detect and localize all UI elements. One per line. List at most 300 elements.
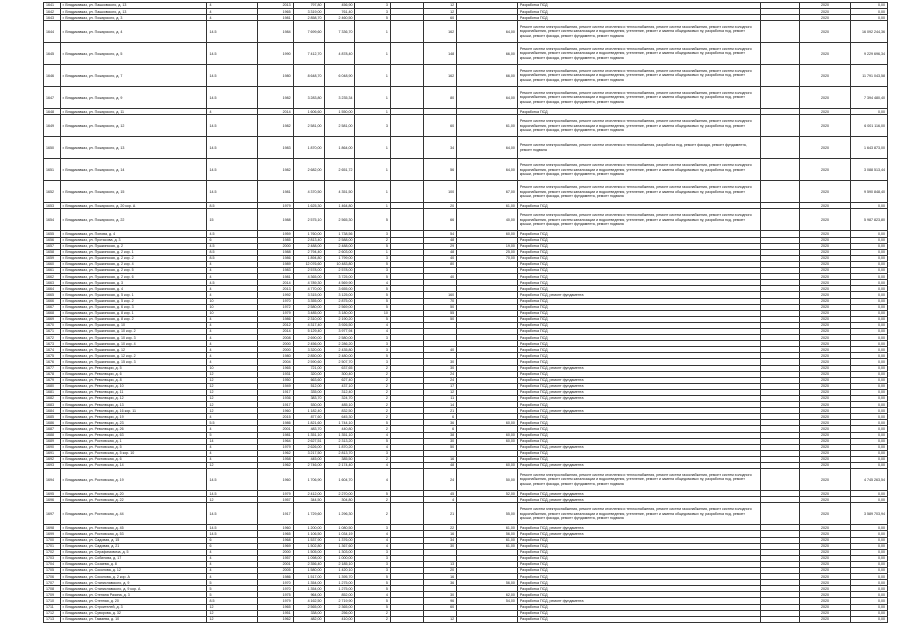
apartments-cell: 162 (423, 65, 456, 87)
works-cell: Ремонт систем электроснабжения, ремонт систем отопления и теплоснабжения, ремонт систем газоснабжения, ремонт систем холодного водоснабжения, ремонт систем канализации и водоотведения, утепление, ремонт и замена общедомовых пу, разработка псд, ремонт крыши, ремонт фасада, ремонт фундамента, ремонт подвала (517, 21, 760, 43)
works-cell: Разработка ПСД (517, 574, 760, 580)
row-number-cell: 1667 (44, 304, 61, 310)
year-planned-cell: 2020 (799, 109, 851, 115)
wear-cell: 4 (207, 353, 258, 359)
year-cell: 2008 (258, 335, 293, 341)
percent-cell: 67,00 (457, 181, 518, 203)
living-area-cell: 832,50 (324, 408, 355, 414)
total-area-cell: 512,00 (293, 383, 324, 389)
year-cell: 1972 (258, 304, 293, 310)
cost-cell: 0,00 (851, 280, 888, 286)
floors-cell: 1 (355, 203, 390, 209)
wear-cell: 4 (207, 15, 258, 21)
address-cell: г. Владикавказ, ул. Революции, д. 19 (60, 414, 207, 420)
year-planned-cell: 2020 (799, 274, 851, 280)
row-number-cell: 1655 (44, 231, 61, 237)
row-number-cell: 1650 (44, 137, 61, 159)
table-row (44, 21, 888, 43)
floors-cell: 2 (355, 371, 390, 377)
apartments-cell: 40 (423, 347, 456, 353)
row-number-cell: 1698 (44, 525, 61, 531)
row-number-cell: 1661 (44, 268, 61, 274)
living-area-cell: 645,30 (324, 414, 355, 420)
apartments-cell: 16 (423, 531, 456, 537)
row-number-cell: 1648 (44, 109, 61, 115)
total-area-cell: 2 794,40 (293, 249, 324, 255)
apartments-cell: 50 (423, 316, 456, 322)
percent-cell: 56,00 (457, 531, 518, 537)
empty-cell (390, 137, 423, 159)
total-area-cell: 338,00 (293, 610, 324, 616)
table-row (44, 137, 888, 159)
year-planned-cell: 2020 (799, 503, 851, 525)
table-row (44, 616, 888, 622)
empty-cell (760, 87, 799, 109)
address-cell: г. Владикавказ, ул. Ростовская, д. 5 (60, 444, 207, 450)
percent-cell: 64,00 (457, 21, 518, 43)
living-area-cell: 300,40 (324, 371, 355, 377)
floors-cell: 2 (355, 610, 390, 616)
row-number-cell: 1688 (44, 432, 61, 438)
address-cell: г. Владикавказ, ул. Революции, д. 5 (60, 365, 207, 371)
works-cell: Разработка ПСД (517, 359, 760, 365)
empty-cell (760, 159, 799, 181)
apartments-cell: 66 (423, 209, 456, 231)
address-cell: г. Владикавказ, ул. Пушкинская, д. 2 кор. 6 (60, 274, 207, 280)
living-area-cell: 6 048,90 (324, 65, 355, 87)
year-planned-cell: 2020 (799, 371, 851, 377)
total-area-cell: 3 485,00 (293, 310, 324, 316)
works-cell: Разработка ПСД (517, 402, 760, 408)
year-cell: 1988 (258, 249, 293, 255)
total-area-cell: 2 575,10 (293, 209, 324, 231)
year-planned-cell: 2020 (799, 322, 851, 328)
year-cell: 2005 (258, 567, 293, 573)
year-planned-cell: 2020 (799, 580, 851, 586)
wear-cell: 4 (207, 109, 258, 115)
table-body (44, 3, 888, 623)
apartments-cell: 14 (423, 402, 456, 408)
floors-cell: 2 (355, 408, 390, 414)
living-area-cell: 2 603,00 (324, 249, 355, 255)
cost-cell: 0,00 (851, 286, 888, 292)
row-number-cell: 1674 (44, 347, 61, 353)
apartments-cell: 36 (423, 420, 456, 426)
cost-cell: 0,00 (851, 15, 888, 21)
living-area-cell: 2 270,00 (324, 491, 355, 497)
percent-cell: 52,00 (457, 491, 518, 497)
apartments-cell: 45 (423, 491, 456, 497)
works-cell: Разработка ПСД, ремонт фундамента (517, 292, 760, 298)
living-area-cell: 2 719,90 (324, 598, 355, 604)
living-area-cell: 2 460,50 (324, 15, 355, 21)
percent-cell: 60,00 (457, 438, 518, 444)
address-cell: г. Владикавказ, ул. Созаева, д. 8 (60, 561, 207, 567)
works-cell: Разработка ПСД (517, 268, 760, 274)
total-area-cell: 1 505,00 (293, 549, 324, 555)
living-area-cell: 312,40 (324, 389, 355, 395)
apartments-cell: 80 (423, 261, 456, 267)
floors-cell: 2 (355, 497, 390, 503)
wear-cell: 4 (207, 268, 258, 274)
floors-cell: 3 (355, 255, 390, 261)
year-planned-cell: 2020 (799, 561, 851, 567)
address-cell: г. Владикавказ, ул. Тамаева, д. 10 (60, 616, 207, 622)
address-cell: г. Владикавказ, ул. Ростовская, д. 19 (60, 469, 207, 491)
year-cell: 1981 (258, 432, 293, 438)
works-cell: Разработка ПСД (517, 592, 760, 598)
living-area-cell: 304,80 (324, 497, 355, 503)
empty-cell (390, 616, 423, 622)
total-area-cell: 1 606,60 (293, 109, 324, 115)
row-number-cell: 1696 (44, 497, 61, 503)
address-cell: г. Владикавказ, ул. Пожарского, д. 7 (60, 65, 207, 87)
floors-cell: 5 (355, 604, 390, 610)
total-area-cell: 2 626,00 (293, 444, 324, 450)
works-cell: Разработка ПСД (517, 255, 760, 261)
address-cell: г. Владикавказ, ул. Революции, д. 8 (60, 377, 207, 383)
address-cell: г. Владикавказ, ул. Революции, д. 63 (60, 432, 207, 438)
total-area-cell: 3 320,00 (293, 347, 324, 353)
wear-cell: 5 (207, 432, 258, 438)
living-area-cell: 1 367,60 (324, 543, 355, 549)
total-area-cell: 797,80 (293, 3, 324, 9)
year-planned-cell: 2020 (799, 444, 851, 450)
cost-cell: 0,00 (851, 426, 888, 432)
apartments-cell: 16 (423, 574, 456, 580)
year-planned-cell: 2020 (799, 389, 851, 395)
wear-cell: 4 (207, 9, 258, 15)
works-cell: Разработка ПСД (517, 438, 760, 444)
year-cell: 1990 (258, 43, 293, 65)
address-cell: г. Владикавказ, ул. Строителей, д. 3 (60, 604, 207, 610)
year-planned-cell: 2020 (799, 365, 851, 371)
total-area-cell: 1 625,30 (293, 203, 324, 209)
year-cell: 1982 (258, 87, 293, 109)
year-planned-cell: 2020 (799, 438, 851, 444)
total-area-cell: 7 412,70 (293, 43, 324, 65)
year-cell: 1969 (258, 543, 293, 549)
wear-cell: 4 (207, 555, 258, 561)
total-area-cell: 1 894,80 (293, 255, 324, 261)
cost-cell: 0,00 (851, 359, 888, 365)
empty-cell (390, 503, 423, 525)
cost-cell: 0,00 (851, 420, 888, 426)
row-number-cell: 1711 (44, 604, 61, 610)
cost-cell: 0,00 (851, 353, 888, 359)
total-area-cell: 4 770,00 (293, 286, 324, 292)
year-planned-cell: 2020 (799, 21, 851, 43)
year-planned-cell: 2020 (799, 463, 851, 469)
works-cell: Разработка ПСД (517, 203, 760, 209)
address-cell: г. Владикавказ, ул. Революции, д. 26 (60, 426, 207, 432)
year-cell: 1962 (258, 450, 293, 456)
row-number-cell: 1703 (44, 555, 61, 561)
apartments-cell: 96 (423, 598, 456, 604)
total-area-cell: 344,50 (293, 497, 324, 503)
floors-cell: 4 (355, 444, 390, 450)
row-number-cell: 1712 (44, 610, 61, 616)
year-planned-cell: 2020 (799, 574, 851, 580)
living-area-cell: 1 738,56 (324, 231, 355, 237)
floors-cell: 2 (355, 456, 390, 462)
wear-cell: 4 (207, 261, 258, 267)
year-cell: 1979 (258, 491, 293, 497)
percent-cell: 64,00 (457, 159, 518, 181)
year-planned-cell: 2020 (799, 316, 851, 322)
floors-cell: 3 (355, 115, 390, 137)
year-cell: 1936 (258, 396, 293, 402)
wear-cell: 4 (207, 414, 258, 420)
year-cell: 1958 (258, 456, 293, 462)
year-cell: 1965 (258, 604, 293, 610)
floors-cell: 2 (355, 426, 390, 432)
works-cell: Разработка ПСД (517, 231, 760, 237)
address-cell: г. Владикавказ, ул. Станиславского, д. 9 кор. А (60, 586, 207, 592)
floors-cell: 5 (355, 261, 390, 267)
total-area-cell: 3 319,00 (293, 9, 324, 15)
total-area-cell: 1 580,00 (293, 567, 324, 573)
wear-cell: 12 (207, 408, 258, 414)
works-cell: Разработка ПСД (517, 456, 760, 462)
row-number-cell: 1699 (44, 531, 61, 537)
wear-cell: 4 (207, 359, 258, 365)
wear-cell: 12 (207, 383, 258, 389)
floors-cell: 5 (355, 304, 390, 310)
year-cell: 1983 (258, 137, 293, 159)
apartments-cell: 12 (423, 616, 456, 622)
address-cell: г. Владикавказ, ул. Пожарского, д. 3 (60, 15, 207, 21)
empty-cell (760, 503, 799, 525)
row-number-cell: 1643 (44, 15, 61, 21)
year-cell: 1980 (258, 353, 293, 359)
apartments-cell: 40 (423, 274, 456, 280)
cost-cell: 0,00 (851, 365, 888, 371)
works-cell: Разработка ПСД, ремонт фундамента (517, 497, 760, 503)
address-cell: г. Владикавказ, ул. Пушкинская, д. 2 кор. 1 (60, 249, 207, 255)
cost-cell: 0,00 (851, 328, 888, 334)
wear-cell: 14.5 (207, 531, 258, 537)
year-planned-cell: 2020 (799, 15, 851, 21)
living-area-cell: 2 435,80 (324, 347, 355, 353)
apartments-cell: 34 (423, 537, 456, 543)
total-area-cell: 335,00 (293, 389, 324, 395)
floors-cell: 4 (355, 280, 390, 286)
row-number-cell: 1705 (44, 567, 61, 573)
floors-cell: 2 (355, 365, 390, 371)
wear-cell: 12 (207, 610, 258, 616)
wear-cell: 4 (207, 316, 258, 322)
percent-cell: 19,00 (457, 243, 518, 249)
apartments-cell: 12 (423, 3, 456, 9)
empty-cell (390, 21, 423, 43)
cost-cell: 0,00 (851, 335, 888, 341)
year-cell: 1960 (258, 469, 293, 491)
floors-cell: 3 (355, 268, 390, 274)
year-cell: 2000 (258, 243, 293, 249)
year-planned-cell: 2020 (799, 209, 851, 231)
wear-cell: 4.5 (207, 231, 258, 237)
percent-cell: 64,00 (457, 137, 518, 159)
total-area-cell: 3 355,00 (293, 298, 324, 304)
works-cell: Разработка ПСД, ремонт фундамента (517, 525, 760, 531)
apartments-cell: 11 (423, 396, 456, 402)
apartments-cell: 13 (423, 561, 456, 567)
row-number-cell: 1654 (44, 209, 61, 231)
total-area-cell: 2 310,00 (293, 316, 324, 322)
row-number-cell: 1668 (44, 310, 61, 316)
cost-cell: 0,00 (851, 310, 888, 316)
wear-cell: 14.5 (207, 137, 258, 159)
year-cell: 1982 (258, 159, 293, 181)
year-cell: 1989 (258, 261, 293, 267)
year-planned-cell: 2020 (799, 43, 851, 65)
year-planned-cell: 2020 (799, 286, 851, 292)
cost-cell: 0,00 (851, 598, 888, 604)
row-number-cell: 1695 (44, 491, 61, 497)
living-area-cell: 456,90 (324, 3, 355, 9)
total-area-cell: 320,00 (293, 371, 324, 377)
living-area-cell: 2 313,20 (324, 438, 355, 444)
address-cell: г. Владикавказ, ул. Пушкинская, д. 12 (60, 347, 207, 353)
floors-cell: 3 (355, 3, 390, 9)
year-cell: 1950 (258, 377, 293, 383)
percent-cell (457, 616, 518, 622)
row-number-cell: 1679 (44, 377, 61, 383)
address-cell: г. Владикавказ, ул. Ростовская, д. 14 (60, 463, 207, 469)
works-cell: Разработка ПСД, ремонт фундамента (517, 491, 760, 497)
works-cell: Разработка ПСД (517, 341, 760, 347)
address-cell: г. Владикавказ, ул. Ростовская, д. 22 (60, 497, 207, 503)
living-area-cell: 3 725,00 (324, 274, 355, 280)
wear-cell: 8.5 (207, 203, 258, 209)
address-cell: г. Владикавказ, ул. Пожарского, д. 9 (60, 87, 207, 109)
living-area-cell: 2 813,70 (324, 450, 355, 456)
floors-cell: 2 (355, 402, 390, 408)
apartments-cell: 30 (423, 359, 456, 365)
cost-cell: 16 092 244,36 (851, 21, 888, 43)
year-cell: 2015 (258, 414, 293, 420)
row-number-cell: 1682 (44, 396, 61, 402)
floors-cell: 1 (355, 87, 390, 109)
year-cell: 1962 (258, 616, 293, 622)
percent-cell: 61,00 (457, 537, 518, 543)
apartments-cell: 4 (423, 497, 456, 503)
year-planned-cell: 2020 (799, 469, 851, 491)
cost-cell: 0,00 (851, 231, 888, 237)
percent-cell: 50,00 (457, 469, 518, 491)
year-planned-cell: 2020 (799, 616, 851, 622)
row-number-cell: 1702 (44, 549, 61, 555)
cost-cell: 0,00 (851, 444, 888, 450)
living-area-cell: 3 125,00 (324, 292, 355, 298)
cost-cell: 0,00 (851, 268, 888, 274)
apartments-cell: 48 (423, 237, 456, 243)
year-cell: 1981 (258, 15, 293, 21)
works-cell: Разработка ПСД, ремонт фундамента (517, 598, 760, 604)
cost-cell: 0,00 (851, 109, 888, 115)
year-cell: 2001 (258, 561, 293, 567)
works-cell: Разработка ПСД (517, 328, 760, 334)
works-cell: Разработка ПСД, ремонт фундамента (517, 377, 760, 383)
address-cell: г. Владикавказ, ул. Степана Разина, д. 3 (60, 592, 207, 598)
address-cell: г. Владикавказ, ул. Пушкинская, д. 2 кор. 2 (60, 255, 207, 261)
year-planned-cell: 2020 (799, 115, 851, 137)
wear-cell: 14.5 (207, 525, 258, 531)
cost-cell: 0,00 (851, 414, 888, 420)
percent-cell: 64,00 (457, 87, 518, 109)
address-cell: г. Владикавказ, ул. Ростовская, д. 44 (60, 503, 207, 525)
cost-cell: 0,00 (851, 537, 888, 543)
percent-cell: 60,00 (457, 231, 518, 237)
works-cell: Разработка ПСД (517, 3, 760, 9)
total-area-cell: 1 502,80 (293, 543, 324, 549)
cost-cell: 0,00 (851, 531, 888, 537)
wear-cell: 4.5 (207, 243, 258, 249)
floors-cell: 3 (355, 359, 390, 365)
wear-cell: 6 (207, 543, 258, 549)
total-area-cell: 4 789,30 (293, 280, 324, 286)
wear-cell: 5 (207, 580, 258, 586)
empty-cell (760, 181, 799, 203)
percent-cell: 61,00 (457, 525, 518, 531)
apartments-cell: 48 (423, 463, 456, 469)
address-cell: г. Владикавказ, ул. Пожарского, д. 5 (60, 43, 207, 65)
year-cell: 1992 (258, 292, 293, 298)
total-area-cell: 1 729,60 (293, 503, 324, 525)
apartments-cell: 55 (423, 310, 456, 316)
address-cell: г. Владикавказ, ул. Соколова, д. 12 (60, 567, 207, 573)
year-cell: 2014 (258, 328, 293, 334)
address-cell: г. Владикавказ, ул. Серафимовича, д. 5 (60, 549, 207, 555)
row-number-cell: 1713 (44, 616, 61, 622)
year-cell: 1970 (258, 298, 293, 304)
apartments-cell: 60 (423, 15, 456, 21)
cost-cell: 0,00 (851, 580, 888, 586)
table-row (44, 65, 888, 87)
apartments-cell: 38 (423, 432, 456, 438)
living-area-cell: 1 604,70 (324, 469, 355, 491)
wear-cell: 12 (207, 396, 258, 402)
living-area-cell: 1 303,00 (324, 549, 355, 555)
living-area-cell: 2 190,20 (324, 316, 355, 322)
row-number-cell: 1693 (44, 463, 61, 469)
wear-cell: 12 (207, 616, 258, 622)
floors-cell: 1 (355, 109, 390, 115)
year-planned-cell: 2020 (799, 491, 851, 497)
percent-cell: 60,00 (457, 420, 518, 426)
cost-cell: 0,00 (851, 298, 888, 304)
total-area-cell: 7 699,60 (293, 21, 324, 43)
floors-cell: 5 (355, 286, 390, 292)
cost-cell: 0,00 (851, 456, 888, 462)
works-cell: Разработка ПСД, ремонт фундамента (517, 383, 760, 389)
year-planned-cell: 2020 (799, 525, 851, 531)
table-row (44, 503, 888, 525)
wear-cell: 6 (207, 237, 258, 243)
apartments-cell: 34 (423, 137, 456, 159)
year-cell: 1959 (258, 231, 293, 237)
cost-cell: 0,00 (851, 574, 888, 580)
cost-cell: 0,00 (851, 549, 888, 555)
floors-cell: 4 (355, 328, 390, 334)
cost-cell: 0,00 (851, 438, 888, 444)
floors-cell: 4 (355, 592, 390, 598)
year-planned-cell: 2020 (799, 408, 851, 414)
year-cell: 2013 (258, 3, 293, 9)
living-area-cell: 4 569,90 (324, 280, 355, 286)
works-cell: Ремонт систем электроснабжения, ремонт систем отопления и теплоснабжения, ремонт систем газоснабжения, ремонт систем холодного водоснабжения, ремонт систем канализации и водоотведения, утепление, ремонт и замена общедомовых пу, разработка псд, ремонт крыши, ремонт фасада, ремонт фундамента, ремонт подвала (517, 43, 760, 65)
